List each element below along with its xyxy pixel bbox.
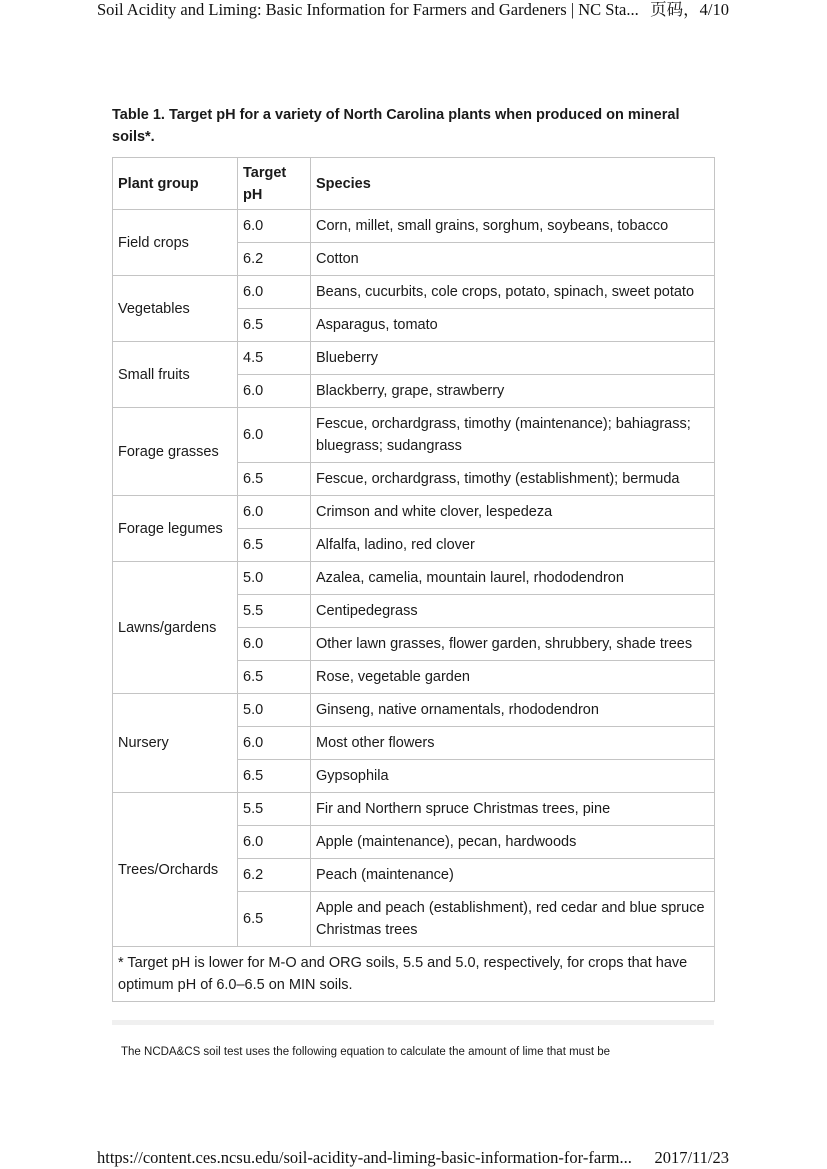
species-cell: Fescue, orchardgrass, timothy (establishment); bermuda (311, 463, 715, 496)
plant-group-cell: Small fruits (113, 342, 238, 408)
table-row (113, 210, 715, 243)
species-cell: Other lawn grasses, flower garden, shrubbery, shade trees (311, 628, 715, 661)
print-footer (97, 1148, 729, 1168)
target-ph-cell: 5.5 (238, 793, 311, 826)
table-footnote: * Target pH is lower for M-O and ORG soils, 5.5 and 5.0, respectively, for crops that have optimum pH of 6.0–6.5 on MIN soils. (113, 947, 715, 1002)
plant-group-cell: Forage grasses (113, 408, 238, 496)
plant-group-cell: Trees/Orchards (113, 793, 238, 947)
target-ph-cell: 5.0 (238, 694, 311, 727)
table-row (113, 408, 715, 463)
print-header-title: Soil Acidity and Liming: Basic Information for Farmers and Gardeners | NC Sta... (97, 0, 639, 19)
table-caption: Table 1. Target pH for a variety of North Carolina plants when produced on mineral soils*. (112, 107, 680, 145)
species-cell: Alfalfa, ladino, red clover (311, 529, 715, 562)
body-paragraph: The NCDA&CS soil test uses the following equation to calculate the amount of lime that must be (121, 1046, 611, 1058)
target-ph-cell: 6.0 (238, 496, 311, 529)
species-cell: Rose, vegetable garden (311, 661, 715, 694)
target-ph-cell: 4.5 (238, 342, 311, 375)
table-header-row (113, 158, 715, 210)
target-ph-cell: 6.2 (238, 859, 311, 892)
section-divider (112, 1020, 714, 1025)
species-cell: Corn, millet, small grains, sorghum, soybeans, tobacco (311, 210, 715, 243)
table-row (113, 342, 715, 375)
print-header-page-number: 页码，4/10 (650, 0, 729, 19)
species-cell: Fescue, orchardgrass, timothy (maintenance); bahiagrass; bluegrass; sudangrass (311, 408, 715, 463)
target-ph-cell: 5.5 (238, 595, 311, 628)
table-row (113, 496, 715, 529)
target-ph-cell: 6.0 (238, 727, 311, 760)
species-cell: Apple (maintenance), pecan, hardwoods (311, 826, 715, 859)
species-cell: Azalea, camelia, mountain laurel, rhododendron (311, 562, 715, 595)
table-row (113, 562, 715, 595)
species-cell: Beans, cucurbits, cole crops, potato, spinach, sweet potato (311, 276, 715, 309)
species-cell: Blackberry, grape, strawberry (311, 375, 715, 408)
plant-group-cell: Vegetables (113, 276, 238, 342)
target-ph-cell: 6.5 (238, 529, 311, 562)
target-ph-cell: 6.0 (238, 408, 311, 463)
target-ph-cell: 6.5 (238, 309, 311, 342)
target-ph-cell: 6.0 (238, 210, 311, 243)
target-ph-cell: 6.2 (238, 243, 311, 276)
plant-group-cell: Nursery (113, 694, 238, 793)
species-cell: Asparagus, tomato (311, 309, 715, 342)
plant-group-cell: Field crops (113, 210, 238, 276)
species-cell: Peach (maintenance) (311, 859, 715, 892)
header-plant-group: Plant group (113, 158, 238, 210)
target-ph-cell: 6.0 (238, 628, 311, 661)
table-footnote-row (113, 947, 715, 1002)
target-ph-cell: 5.0 (238, 562, 311, 595)
species-cell: Cotton (311, 243, 715, 276)
species-cell: Ginseng, native ornamentals, rhododendron (311, 694, 715, 727)
target-ph-cell: 6.5 (238, 760, 311, 793)
target-ph-cell: 6.5 (238, 463, 311, 496)
target-ph-cell: 6.5 (238, 661, 311, 694)
species-cell: Fir and Northern spruce Christmas trees, pine (311, 793, 715, 826)
table-row (113, 694, 715, 727)
print-header (97, 0, 729, 20)
print-footer-date: 2017/11/23 (654, 1148, 729, 1167)
species-cell: Blueberry (311, 342, 715, 375)
table-row (113, 793, 715, 826)
header-target-ph: Target pH (238, 158, 311, 210)
target-ph-cell: 6.0 (238, 276, 311, 309)
plant-group-cell: Forage legumes (113, 496, 238, 562)
species-cell: Crimson and white clover, lespedeza (311, 496, 715, 529)
species-cell: Centipedegrass (311, 595, 715, 628)
target-ph-cell: 6.0 (238, 375, 311, 408)
species-cell: Most other flowers (311, 727, 715, 760)
target-ph-cell: 6.0 (238, 826, 311, 859)
print-footer-url: https://content.ces.ncsu.edu/soil-acidity-and-liming-basic-information-for-farm... (97, 1148, 632, 1167)
target-ph-cell: 6.5 (238, 892, 311, 947)
target-ph-table (112, 157, 715, 1002)
table-row (113, 276, 715, 309)
plant-group-cell: Lawns/gardens (113, 562, 238, 694)
species-cell: Gypsophila (311, 760, 715, 793)
species-cell: Apple and peach (establishment), red cedar and blue spruce Christmas trees (311, 892, 715, 947)
header-species: Species (311, 158, 715, 210)
